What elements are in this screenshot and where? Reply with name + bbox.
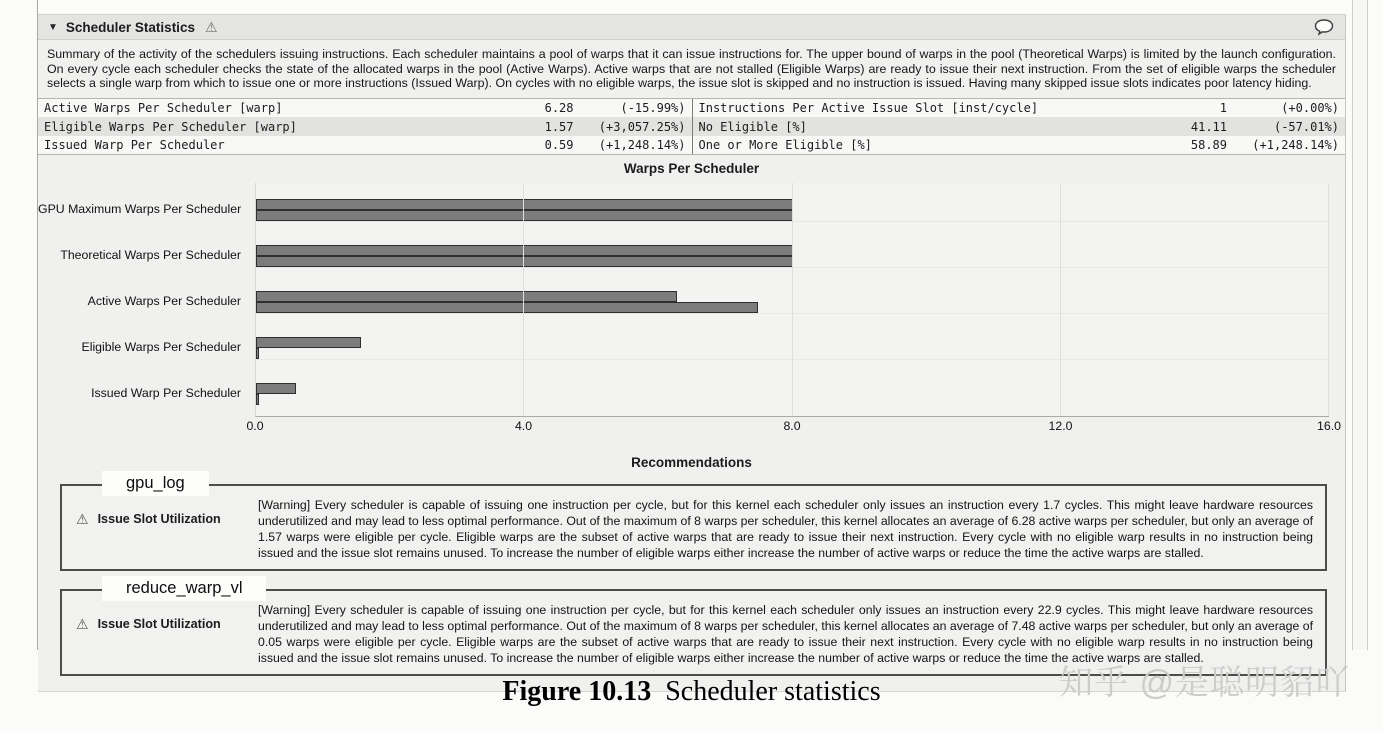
metric-value: 1.57 xyxy=(544,119,574,134)
recommendation-gpu-log xyxy=(60,474,1327,571)
warning-icon: ⚠ xyxy=(76,511,89,528)
chart-gridline-vertical xyxy=(523,183,524,416)
rule-header xyxy=(62,498,258,561)
chart-category-label: Theoretical Warps Per Scheduler xyxy=(60,248,241,263)
metric-delta: (+3,057.25%) xyxy=(598,119,686,134)
watermark-text: 知乎 @是聪明貂吖 xyxy=(1059,664,1350,702)
rule-header xyxy=(62,603,258,666)
chart-x-axis-ticks xyxy=(246,419,1341,435)
metric-delta: (+0.00%) xyxy=(1281,101,1339,116)
chart-gridline-horizontal xyxy=(256,359,1329,360)
chart-x-tick-label: 12.0 xyxy=(1048,419,1073,434)
chart-bar-reduce_warp_vl[interactable] xyxy=(256,256,793,267)
figure-number: Figure 10.13 xyxy=(502,676,652,707)
chart-bar-gpu_log[interactable] xyxy=(256,199,793,210)
chart-gridline-horizontal xyxy=(256,221,1329,222)
metric-delta: (+1,248.14%) xyxy=(598,138,686,153)
metrics-column-right xyxy=(692,99,1346,155)
chart-bar-gpu_log[interactable] xyxy=(256,337,361,348)
chart-x-tick-label: 4.0 xyxy=(514,419,533,434)
metric-row[interactable] xyxy=(693,117,1346,136)
recommendation-text: [Warning] Every scheduler is capable of issuing one instruction per cycle, but for this kernel each scheduler only issues an instruction every 22.9 cycles. This might leave hardware resources underutilized and may lead to less optimal performance. Out of the maximum of 8 warps per scheduler, this kernel allocates an average of 7.48 active warps per scheduler, but only an average of 0.05 warps were eligible per cycle. Eligible warps are the subset of active warps that are ready to issue their next instruction. Every cycle with no eligible warp results in no instruction being issued and the issue slot remains unused. To increase the number of eligible warps either increase the number of active warps or reduce the time the active warps are stalled. xyxy=(258,603,1313,665)
chart-bar-reduce_warp_vl[interactable] xyxy=(256,210,793,221)
figure-caption-text: Scheduler statistics xyxy=(665,676,881,707)
recommendation-text: [Warning] Every scheduler is capable of issuing one instruction per cycle, but for this kernel each scheduler only issues an instruction every 1.7 cycles. This might leave hardware resources underutilized and may lead to less optimal performance. Out of the maximum of 8 warps per scheduler, this kernel allocates an average of 6.28 active warps per scheduler, but only an average of 1.57 warps were eligible per cycle. Eligible warps are the subset of active warps that are ready to issue their next instruction. Every cycle with no eligible warp results in no instruction being issued and the issue slot remains unused. To increase the number of eligible warps either increase the number of active warps or reduce the time the active warps are stalled. xyxy=(258,498,1313,560)
metric-row[interactable] xyxy=(693,136,1346,155)
chart-bar-reduce_warp_vl[interactable] xyxy=(256,394,259,405)
collapse-triangle-icon[interactable]: ▼ xyxy=(48,21,58,33)
chart-category-label: Active Warps Per Scheduler xyxy=(87,294,241,309)
metrics-column-left xyxy=(38,99,692,155)
comment-bubble-icon[interactable] xyxy=(1313,18,1335,36)
chart-gridline-horizontal xyxy=(256,313,1329,314)
metric-row[interactable] xyxy=(38,117,692,136)
section-title: Scheduler Statistics xyxy=(65,19,195,35)
warning-icon: ⚠ xyxy=(204,19,218,35)
rule-name[interactable]: Issue Slot Utilization xyxy=(97,512,221,527)
metric-name: Issued Warp Per Scheduler xyxy=(44,138,225,153)
chart-bar-gpu_log[interactable] xyxy=(256,245,793,256)
metric-value: 58.89 xyxy=(1190,138,1227,153)
metric-value: 0.59 xyxy=(544,138,574,153)
warps-per-scheduler-chart xyxy=(38,155,1345,455)
chart-category-labels xyxy=(38,183,248,417)
recommendations-heading: Recommendations xyxy=(631,455,752,471)
metric-delta: (+1,248.14%) xyxy=(1252,138,1339,153)
chart-title: Warps Per Scheduler xyxy=(623,161,760,177)
metric-name: Active Warps Per Scheduler [warp] xyxy=(44,101,283,116)
metric-value: 41.11 xyxy=(1190,119,1227,134)
metric-row[interactable] xyxy=(693,99,1346,118)
rule-name[interactable]: Issue Slot Utilization xyxy=(97,617,221,632)
chart-bar-reduce_warp_vl[interactable] xyxy=(256,302,758,313)
chart-gridline-vertical xyxy=(1060,183,1061,416)
metric-delta: (-15.99%) xyxy=(620,101,686,116)
chart-gridline-horizontal xyxy=(256,267,1329,268)
metric-name: Instructions Per Active Issue Slot [inst/cycle] xyxy=(698,101,1039,116)
chart-bar-gpu_log[interactable] xyxy=(256,291,677,302)
chart-bar-gpu_log[interactable] xyxy=(256,383,296,394)
metric-row[interactable] xyxy=(38,136,692,155)
metric-value: 6.28 xyxy=(544,101,574,116)
warning-icon: ⚠ xyxy=(76,616,89,633)
chart-bar-reduce_warp_vl[interactable] xyxy=(256,348,259,359)
kernel-name-tab[interactable]: gpu_log xyxy=(102,471,209,496)
scheduler-statistics-panel xyxy=(38,14,1346,692)
chart-plot-area xyxy=(255,183,1329,417)
chart-gridline-vertical xyxy=(1328,183,1329,416)
metric-value: 1 xyxy=(1219,101,1227,116)
chart-x-tick-label: 16.0 xyxy=(1317,419,1341,434)
chart-x-tick-label: 0.0 xyxy=(246,419,264,434)
chart-category-label: GPU Maximum Warps Per Scheduler xyxy=(38,202,242,217)
section-header[interactable] xyxy=(38,14,1345,40)
metric-row[interactable] xyxy=(38,99,692,118)
chart-category-label: Issued Warp Per Scheduler xyxy=(91,386,241,401)
chart-category-label: Eligible Warps Per Scheduler xyxy=(81,340,241,355)
metric-name: Eligible Warps Per Scheduler [warp] xyxy=(44,119,297,134)
chart-x-tick-label: 8.0 xyxy=(783,419,801,434)
kernel-name-tab[interactable]: reduce_warp_vl xyxy=(102,576,266,601)
chart-gridline-vertical xyxy=(792,183,793,416)
metrics-table xyxy=(38,98,1345,156)
section-summary-text: Summary of the activity of the schedulers issuing instructions. Each scheduler maintains a pool of warps that it can issue instructions for. The upper bound of warps in the pool (Theoretical Warps) is limited by the launch configuration. On every cycle each scheduler checks the state of the allocated warps in the pool (Active Warps). Active warps that are not stalled (Eligible Warps) are ready to issue their next instruction. From the set of eligible warps the scheduler selects a single warp from which to issue one or more instructions (Issued Warp). On cycles with no eligible warps, the issue slot is skipped and no instruction is issued. Having many skipped issue slots indicates poor latency hiding. xyxy=(47,47,1336,91)
metric-name: One or More Eligible [%] xyxy=(698,138,872,153)
scrollbar-track[interactable] xyxy=(1352,0,1368,650)
metric-name: No Eligible [%] xyxy=(698,119,807,134)
metric-delta: (-57.01%) xyxy=(1273,119,1339,134)
